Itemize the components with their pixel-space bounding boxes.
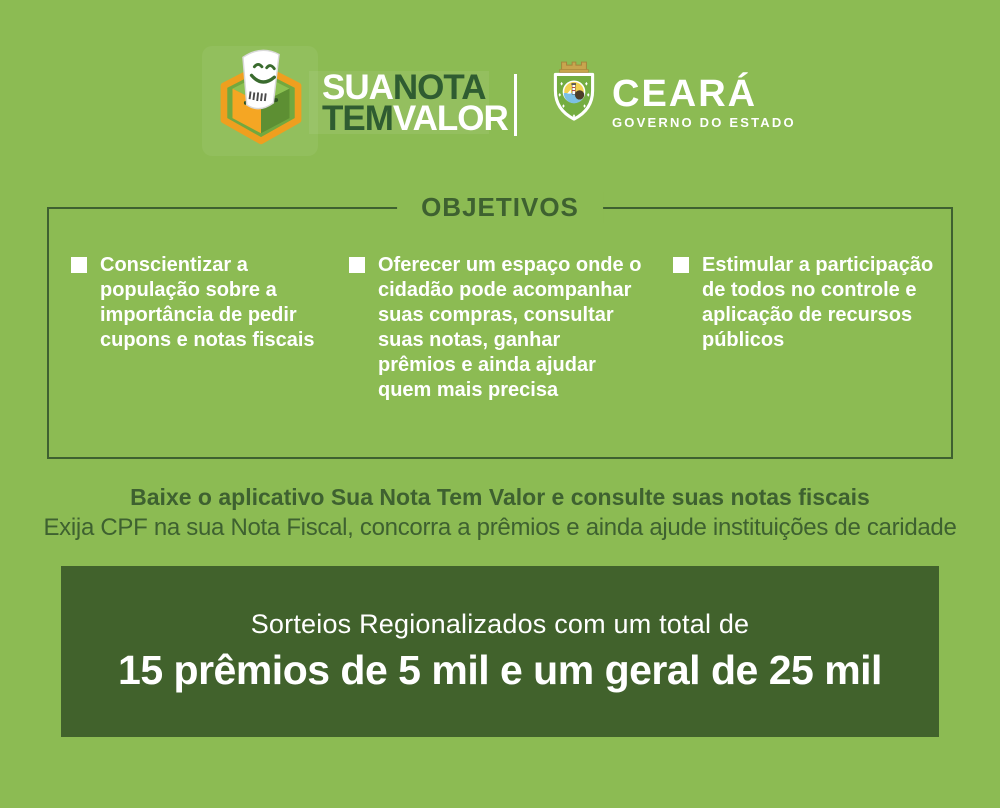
objective-text: Estimular a participação de todos no controle e aplicação de recursos públicos (702, 254, 934, 351)
square-bullet-icon (71, 257, 87, 273)
header-divider (514, 74, 517, 136)
state-subtitle: GOVERNO DO ESTADO (612, 115, 796, 130)
cta-bold-line: Baixe o aplicativo Sua Nota Tem Valor e consulte suas notas fiscais (130, 484, 870, 510)
logo-word-tem: TEM (322, 99, 393, 138)
logo-wordmark (322, 68, 508, 138)
logo-word-valor: VALOR (392, 99, 508, 138)
square-bullet-icon (673, 257, 689, 273)
square-bullet-icon (349, 257, 365, 273)
objective-item-2 (349, 253, 643, 403)
objective-item-1 (71, 253, 337, 353)
prize-banner-line1: Sorteios Regionalizados com um total de (250, 609, 750, 639)
state-wordmark-block (612, 74, 796, 130)
objective-text: Oferecer um espaço onde o cidadão pode acompanhar suas compras, consultar suas notas, ganhar prêmios e ainda ajudar quem mais precisa (378, 254, 642, 401)
logo-word-nota: NOTA (392, 68, 486, 107)
objectives-title: OBJETIVOS (397, 192, 603, 223)
objective-item-3 (673, 253, 959, 353)
prize-banner (61, 566, 939, 737)
objectives-panel (47, 192, 953, 459)
ballot-box-with-receipt-icon (204, 44, 318, 158)
logo-line-2 (322, 99, 508, 138)
state-name: CEARÁ (612, 73, 758, 115)
prize-banner-line2: 15 prêmios de 5 mil e um geral de 25 mil (118, 647, 882, 693)
logo-word-sua: SUA (322, 68, 393, 107)
objective-text: Conscientizar a população sobre a importância de pedir cupons e notas fiscais (100, 254, 315, 351)
ceara-coat-of-arms-icon (543, 53, 605, 143)
cta-regular-line: Exija CPF na sua Nota Fiscal, concorra a prêmios e ainda ajude instituições de caridade (43, 514, 957, 541)
